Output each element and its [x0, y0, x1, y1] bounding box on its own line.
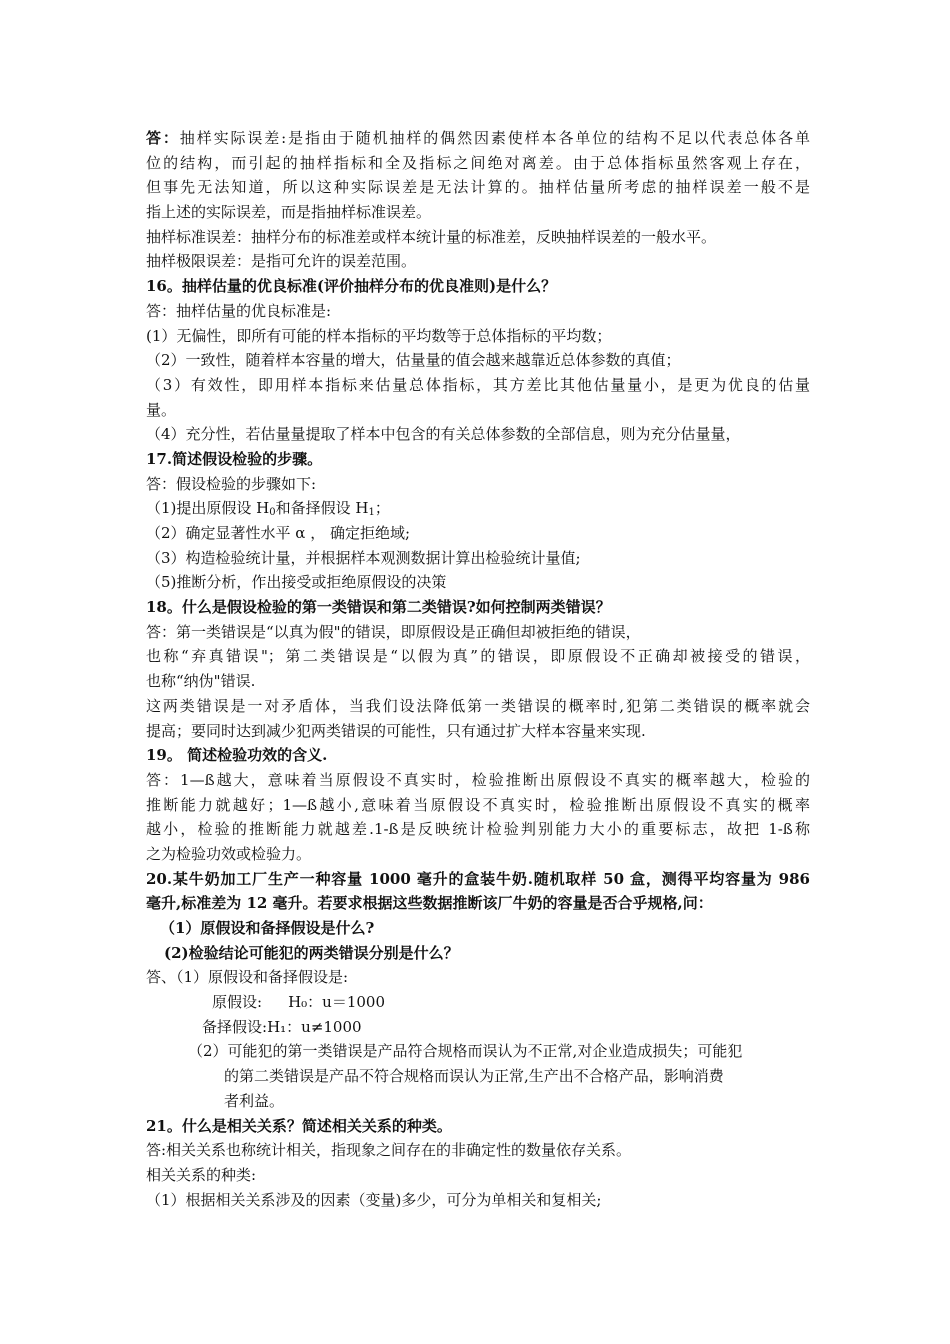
q18-answer-5: 提高；要同时达到减少犯两类错误的可能性，只有通过扩大样本容量来实现. [146, 721, 646, 740]
q16-answer-intro: 答：抽样估量的优良标准是: [146, 301, 332, 320]
q15-line-2: 位的结构，而引起的抽样指标和全及指标之间绝对离差。由于总体指标虽然客观上存在， [146, 153, 810, 172]
q19-answer-2: 推断能力就越好；1—ß越小,意味着当原假设不真实时，检验推断出原假设不真实的概率 [146, 795, 810, 814]
q18-answer-4: 这两类错误是一对矛盾体，当我们设法降低第一类错误的概率时,犯第二类错误的概率就会 [146, 696, 810, 715]
q18-answer-3: 也称“纳伪"错误. [146, 672, 256, 691]
answer-label: 答： [146, 129, 180, 147]
q15-line-4: 指上述的实际误差，而是指抽样标准误差。 [146, 203, 432, 222]
q20-title-2: 毫升,标准差为 12 毫升。若要求根据这些数据推断该厂牛奶的容量是否合乎规格,问： [146, 894, 713, 913]
q19-title: 19。 简述检验功效的含义. [146, 746, 328, 765]
q20-subq-2: (2)检验结论可能犯的两类错误分别是什么？ [164, 943, 459, 962]
q16-title: 16。抽样估量的优良标准(评价抽样分布的优良准则)是什么？ [146, 277, 557, 296]
q15-line-6: 抽样极限误差：是指可允许的误差范围。 [146, 252, 417, 271]
q19-answer-3: 越小，检验的推断能力就越差.1-ß是反映统计检验判别能力大小的重要标志，故把 1-ß称 [146, 820, 810, 839]
q16-item-3-cont: 量。 [146, 400, 177, 419]
q17-title: 17.简述假设检验的步骤。 [146, 449, 323, 468]
q16-item-4: （4）充分性，若估量量提取了样本中包含的有关总体参数的全部信息，则为充分估量量， [146, 425, 741, 444]
q20-title-1: 20.某牛奶加工厂生产一种容量 1000 毫升的盒装牛奶.随机取样 50 盒，测得平均容量为 986 [146, 869, 810, 888]
q20-subq-1: （1）原假设和备择假设是什么? [160, 919, 375, 937]
q17-item-4: （5)推断分析，作出接受或拒绝原假设的决策 [146, 573, 447, 592]
q20-answer-intro: 答、（1）原假设和备择假设是: [146, 968, 349, 987]
q18-title: 18。什么是假设检验的第一类错误和第二类错误?如何控制两类错误？ [146, 598, 611, 617]
q21-answer-2: 相关关系的种类: [146, 1165, 257, 1184]
q20-answer-2c: 者利益。 [224, 1091, 285, 1110]
q16-item-2: （2）一致性，随着样本容量的增大，估量量的值会越来越靠近总体参数的真值； [146, 351, 681, 370]
q15-line-3: 但事先无法知道，所以这种实际误差是无法计算的。抽样估量所考虑的抽样误差一般不是 [146, 178, 810, 197]
q17-item-2: （2）确定显著性水平 α ， 确定拒绝域; [146, 524, 411, 542]
q16-item-3: （3）有效性，即用样本指标来估量总体指标，其方差比其他估量量小，是更为优良的估量 [146, 375, 810, 394]
q21-answer-1: 答:相关关系也称统计相关，指现象之间存在的非确定性的数量依存关系。 [146, 1141, 632, 1160]
q17-item-1: （1)提出原假设 $H_0$和备择假设 $H_1$； [146, 499, 390, 519]
q15-line-1: 答：抽样实际误差:是指由于随机抽样的偶然因素使样本各单位的结构不足以代表总体各单 [146, 129, 810, 147]
q17-item-3: （3）构造检验统计量，并根据样本观测数据计算出检验统计量值; [146, 548, 581, 567]
q21-answer-3: （1）根据相关关系涉及的因素（变量)多少，可分为单相关和复相关; [146, 1190, 602, 1209]
q16-item-1: (1）无偏性，即所有可能的样本指标的平均数等于总体指标的平均数； [146, 326, 612, 345]
q20-answer-2a: （2）可能犯的第一类错误是产品符合规格而误认为不正常,对企业造成损失；可能犯 [188, 1042, 743, 1061]
q21-title: 21。什么是相关关系？简述相关关系的种类。 [146, 1116, 452, 1135]
q18-answer-1: 答：第一类错误是“以真为假"的错误，即原假设是正确但却被拒绝的错误， [146, 622, 641, 641]
q20-alt-hypothesis: 备择假设:H₁：u≠1000 [202, 1017, 362, 1036]
q19-answer-4: 之为检验功效或检验力。 [146, 844, 312, 863]
q15-line-5: 抽样标准误差：抽样分布的标准差或样本统计量的标准差，反映抽样误差的一般水平。 [146, 227, 717, 246]
q18-answer-2: 也称“弃真错误"；第二类错误是“以假为真”的错误，即原假设不正确却被接受的错误， [146, 647, 810, 666]
q20-answer-2b: 的第二类错误是产品不符合规格而误认为正常,生产出不合格产品，影响消费 [224, 1067, 724, 1086]
q19-answer-1: 答：1—ß越大，意味着当原假设不真实时，检验推断出原假设不真实的概率越大，检验的 [146, 770, 810, 789]
q20-null-hypothesis: 原假设: H₀：u＝1000 [212, 993, 385, 1012]
q17-answer-intro: 答：假设检验的步骤如下: [146, 474, 317, 493]
